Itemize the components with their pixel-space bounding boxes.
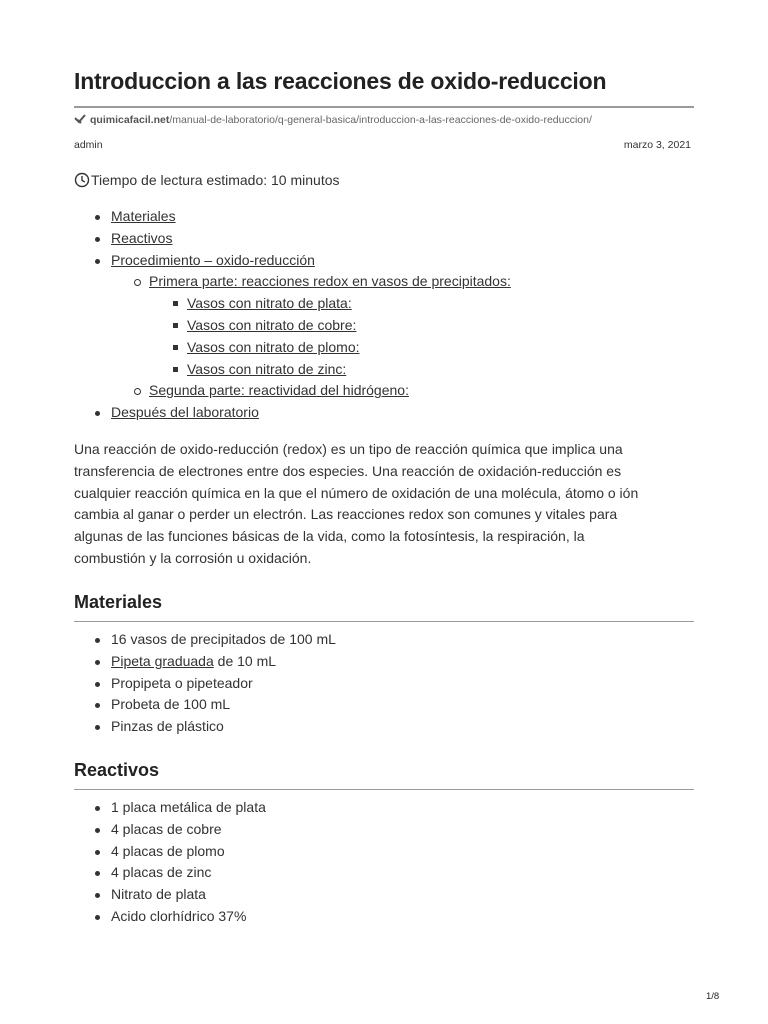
list-item: Probeta de 100 mL (74, 694, 336, 716)
list-item (74, 651, 336, 673)
list-item: 4 placas de cobre (74, 819, 266, 841)
list-item: Acido clorhídrico 37% (74, 906, 266, 928)
intro-line: algunas de las funciones básicas de la vida, como la fotosíntesis, la respiración, la (74, 528, 585, 545)
list-item: 16 vasos de precipitados de 100 mL (74, 629, 336, 651)
page-number: 1/8 (706, 991, 720, 1002)
author: admin (74, 139, 103, 151)
materiales-list (74, 629, 336, 738)
toc-link-plata[interactable]: Vasos con nitrato de plata: (187, 295, 352, 312)
list-item: 1 placa metálica de plata (74, 797, 266, 819)
section-heading-materiales: Materiales (74, 592, 163, 612)
source-url[interactable] (74, 114, 592, 126)
intro-paragraph (74, 439, 694, 570)
toc-link-primera-parte[interactable]: Primera parte: reacciones redox en vasos de precipitados: (149, 273, 511, 290)
list-item: 4 placas de zinc (74, 862, 266, 884)
table-of-contents (74, 206, 511, 424)
list-item-text: de 10 mL (213, 652, 277, 669)
list-item: Nitrato de plata (74, 884, 266, 906)
section-divider (74, 789, 694, 790)
clock-icon (74, 172, 90, 188)
source-path: /manual-de-laboratorio/q-general-basica/introduccion-a-las-reacciones-de-oxido-reduccion/ (169, 114, 592, 126)
toc-subsubitem (149, 359, 511, 381)
toc-sublist (148, 271, 511, 402)
pipeta-graduada-link[interactable]: Pipeta graduada (111, 652, 214, 669)
toc-link-despues[interactable]: Después del laboratorio (111, 404, 259, 421)
post-meta (74, 139, 694, 151)
section-heading-reactivos: Reactivos (74, 760, 160, 780)
toc-item (74, 250, 511, 403)
toc-link-reactivos[interactable]: Reactivos (111, 229, 173, 246)
intro-line: Una reacción de oxido-reducción (redox) es un tipo de reacción química que implica una (74, 441, 623, 457)
toc-link-plomo[interactable]: Vasos con nitrato de plomo: (187, 338, 360, 355)
toc-subsubitem (149, 315, 511, 337)
list-item: Pinzas de plástico (74, 716, 336, 738)
intro-line: cualquier reacción química en la que el número de oxidación de una molécula, átomo o ión (74, 484, 639, 501)
toc-subitem (111, 380, 511, 402)
toc-link-procedimiento[interactable]: Procedimiento – oxido-reducción (111, 251, 315, 268)
toc-link-segunda-parte[interactable]: Segunda parte: reactividad del hidrógeno: (149, 382, 409, 399)
toc-item (74, 402, 511, 424)
toc-subsubitem (149, 337, 511, 359)
section-divider (74, 621, 694, 622)
site-favicon-icon (74, 114, 86, 124)
reading-time (74, 172, 340, 188)
publish-date: marzo 3, 2021 (623, 139, 691, 151)
page-title: Introduccion a las reacciones de oxido-reduccion (74, 68, 607, 94)
intro-line: combustión y la corrosión u oxidación. (74, 549, 312, 566)
intro-line: cambia al ganar o perder un electrón. Las reacciones redox son comunes y vitales para (74, 506, 618, 523)
list-item: 4 placas de plomo (74, 841, 266, 863)
toc-item (74, 206, 511, 228)
toc-link-zinc[interactable]: Vasos con nitrato de zinc: (187, 360, 347, 377)
title-divider (74, 106, 694, 108)
toc-link-materiales[interactable]: Materiales (111, 208, 176, 224)
reading-time-text: Tiempo de lectura estimado: 10 minutos (91, 172, 340, 188)
toc-subsubitem (149, 293, 511, 315)
toc-subsublist (149, 293, 511, 380)
source-domain: quimicafacil.net (90, 114, 170, 126)
reactivos-list (74, 797, 266, 928)
toc-subitem (111, 271, 511, 380)
toc-link-cobre[interactable]: Vasos con nitrato de cobre: (187, 316, 357, 333)
list-item: Propipeta o pipeteador (74, 673, 336, 695)
toc-item (74, 228, 511, 250)
intro-line: transferencia de electrones entre dos especies. Una reacción de oxidación-reducción es (74, 462, 622, 479)
